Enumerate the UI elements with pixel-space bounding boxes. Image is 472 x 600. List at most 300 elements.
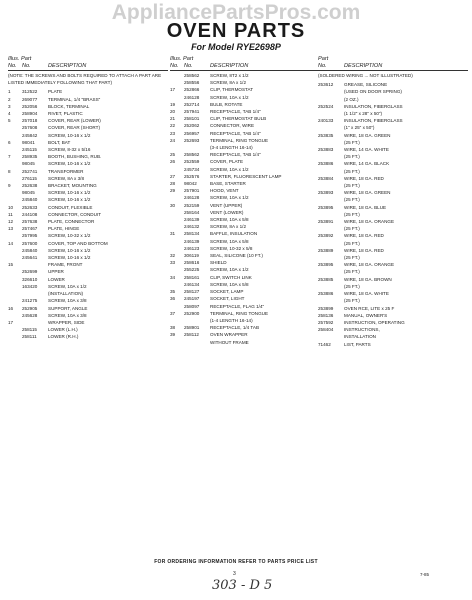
illus-number: [170, 281, 184, 288]
illus-number: 27: [170, 173, 176, 179]
part-description: SCREW, 10-16 x 1/2: [48, 190, 91, 196]
part-description: OVEN RCE, LITE x 25 F: [344, 305, 395, 311]
part-number: 257901: [184, 188, 200, 194]
table-row: [8, 204, 168, 211]
illus-number: [170, 223, 184, 230]
part-number: 257600: [22, 240, 38, 246]
part-description: WIRE, 18 GA. BLUE: [344, 204, 387, 210]
part-description: BLOCK, TERMINAL: [48, 103, 90, 109]
part-number: 258404: [318, 327, 334, 333]
part-number: 257018: [22, 118, 38, 124]
table-row: [318, 254, 468, 261]
part-description: CONNECTOR, CONDUIT: [48, 211, 101, 217]
table-row: [318, 103, 468, 110]
part-number: 245628: [22, 312, 38, 318]
part-number: 258904: [22, 111, 38, 117]
part-number: 253612: [318, 82, 334, 88]
illus-number: 28: [170, 181, 176, 187]
table-row: [170, 324, 318, 331]
part-description: SCREW, 10-32 x 1/2: [48, 233, 91, 239]
illus-number: 3: [8, 103, 11, 109]
part-number: 253883: [318, 147, 334, 153]
table-row: [170, 303, 318, 310]
illus-number: 2: [8, 96, 11, 102]
table-row: [170, 209, 318, 216]
part-number: 253885: [318, 276, 334, 282]
part-number: 312522: [22, 89, 38, 95]
part-description: HOOD, VENT: [210, 188, 239, 194]
part-description: SEAL, SILICONE (10 FT.): [210, 253, 263, 259]
part-description: PLATE, HINGE: [48, 226, 80, 232]
part-description: (2 OZ.): [344, 96, 359, 102]
illus-number: [170, 317, 184, 324]
table-row: [170, 295, 318, 302]
part-number: 245842: [22, 132, 38, 138]
part-description: (25 FT.): [344, 226, 360, 232]
table-row: [8, 96, 168, 103]
part-number: 246134: [184, 281, 200, 287]
table-row: [8, 268, 168, 275]
part-description: WIRE, 18 GA. WHITE: [344, 291, 389, 297]
part-description: (1-4 LENGTH 16-14): [210, 317, 253, 323]
part-number: [318, 196, 342, 203]
part-description: INSTRUCTION, OPERATING: [344, 319, 405, 325]
illus-number: 20: [170, 109, 176, 115]
table-row: [8, 196, 168, 203]
table-row: [8, 254, 168, 261]
table-row: [318, 196, 468, 203]
illus-number: [8, 232, 22, 239]
illus-number: [170, 238, 184, 245]
part-number: 258562: [184, 73, 200, 78]
part-description: SCREW, 8A x 1/2: [210, 80, 246, 86]
part-number: 245641: [22, 255, 38, 261]
table-row: [318, 211, 468, 218]
part-description: VENT (UPPER): [210, 202, 243, 208]
part-description: MANUAL, OWNER'S: [344, 312, 388, 318]
illus-number: 23: [170, 130, 176, 136]
part-description: (25 FT.): [344, 139, 360, 145]
part-number: [318, 182, 342, 189]
part-description: BOLT, BAT: [48, 139, 71, 145]
part-number: [318, 211, 342, 218]
part-description: RECEPTACLE, TAB 1/4": [210, 130, 261, 136]
table-row: [8, 240, 168, 247]
part-description: WIRE, 14 GA. WHITE: [344, 147, 389, 153]
part-description: (USED ON DOOR SPRING): [344, 89, 402, 95]
part-number: 245840: [22, 247, 38, 253]
part-description: PLATE: [48, 89, 63, 95]
part-description: CONNECTOR, WIRE: [210, 123, 255, 129]
table-row: [8, 283, 168, 290]
part-number: 252693: [184, 137, 200, 143]
table-row: [8, 232, 168, 239]
part-number: [318, 110, 342, 117]
table-row: [170, 274, 318, 281]
part-description: (25 FT.): [344, 255, 360, 261]
part-description: SHIELD: [210, 260, 227, 266]
part-description: FRAME, FRONT: [48, 262, 83, 268]
illus-number: [170, 266, 184, 273]
parts-list-1: [8, 88, 168, 340]
table-row: [318, 81, 468, 88]
table-row: [318, 326, 468, 333]
table-row: [318, 225, 468, 232]
part-description: SOCKET, LAMP: [210, 289, 244, 295]
illus-number: 29: [170, 188, 176, 194]
part-description: PLATE, CONNECTOR: [48, 219, 95, 225]
illus-number: 21: [170, 116, 176, 122]
illus-part-header: Illus. Part: [170, 56, 194, 62]
part-description: SCREW, 10A x 5/8: [210, 281, 249, 287]
illus-number: [8, 290, 22, 297]
part-number: 256957: [184, 130, 200, 136]
part-number: 258616: [184, 260, 200, 266]
part-number: 252524: [318, 103, 334, 109]
table-row: [170, 238, 318, 245]
table-row: [318, 182, 468, 189]
part-description: LIST, PARTS: [344, 341, 371, 347]
part-description: SCREW, 10A x 5/8: [210, 238, 249, 244]
part-number: 306119: [184, 253, 199, 259]
illus-number: 15: [8, 262, 14, 268]
part-number: [318, 96, 342, 103]
illus-number: [8, 326, 22, 333]
watermark: AppliancePartsPros.com: [111, 1, 361, 24]
table-row: [170, 216, 318, 223]
part-description: (3-4 LENGTH 16-14): [210, 145, 253, 151]
illus-number: [170, 194, 184, 201]
part-description: INSULATION, FIBERGLASS: [344, 118, 403, 124]
illus-number: [170, 79, 184, 86]
illus-number: 31: [170, 231, 176, 237]
illus-number: 4: [8, 111, 11, 117]
illus-number: 14: [8, 240, 14, 246]
illus-number: 32: [170, 253, 176, 259]
part-description: RECEPTACLE, FLAG 1/4": [210, 303, 265, 309]
part-number: [318, 268, 342, 275]
part-description: (25 FT.): [344, 154, 360, 160]
table-row: [170, 79, 318, 86]
part-description: BASE, STARTER: [210, 181, 246, 187]
table-row: [8, 218, 168, 225]
parts-list-3: [318, 81, 468, 348]
table-row: [170, 158, 318, 165]
illus-number: [8, 196, 22, 203]
table-row: [8, 276, 168, 283]
part-description: SUPPORT, ANGLE: [48, 305, 88, 311]
table-row: [170, 173, 318, 180]
part-number: 253895: [318, 262, 334, 268]
illus-number: 8: [8, 168, 11, 174]
illus-number: 26: [170, 159, 176, 165]
table-row: [318, 204, 468, 211]
illus-number: 25: [170, 152, 176, 158]
table-row: [170, 166, 318, 173]
part-description: (25 FT.): [344, 240, 360, 246]
table-row: [8, 146, 168, 153]
part-description: SCREW, 10A x 1/2: [210, 195, 249, 201]
part-description: CLIP, SWITCH LINK: [210, 274, 252, 280]
illus-number: [8, 312, 22, 319]
illus-number: [170, 209, 184, 216]
table-row: [318, 232, 468, 239]
part-description: SCREW, 10-32 x 5/8: [210, 245, 253, 251]
part-number: [318, 168, 342, 175]
table-row: [170, 151, 318, 158]
illus-number: 16: [8, 305, 14, 311]
part-number: 253892: [318, 233, 334, 239]
illus-number: [170, 166, 184, 173]
part-number: 252056: [22, 103, 38, 109]
table-row: [318, 153, 468, 160]
part-description: BOOTH, BUSHING, RUB.: [48, 154, 102, 160]
part-number: 258136: [318, 312, 334, 318]
illus-number: 22: [170, 123, 176, 129]
part-number: 252741: [22, 168, 38, 174]
part-number: 246132: [184, 224, 200, 230]
table-row: [318, 88, 468, 95]
part-number: 257467: [22, 226, 38, 232]
part-number: 253886: [318, 161, 334, 167]
illus-number: 24: [170, 137, 176, 143]
column-header: No. No. DESCRIPTION: [8, 63, 168, 71]
table-row: [170, 94, 318, 101]
illus-number: [170, 339, 184, 346]
illus-number: 33: [170, 260, 176, 266]
part-description: COVER, REAR (LOWER): [48, 118, 101, 124]
illus-number: 34: [170, 274, 176, 280]
illus-number: [8, 175, 22, 182]
part-description: WIRE, 18 GA. BROWN: [344, 276, 392, 282]
part-description: RECEPTACLE, TAB 1/4": [210, 109, 261, 115]
table-row: [8, 103, 168, 110]
illus-number: 17: [8, 319, 14, 325]
part-description: SCREW, 10A x 5/8: [210, 217, 249, 223]
part-number: [184, 317, 208, 324]
part-description: SCREW, 10A x 1/2: [48, 283, 87, 289]
part-description: WIRE, 18 GA. ORANGE: [344, 219, 395, 225]
part-number: 240133: [318, 118, 334, 124]
table-row: [318, 124, 468, 131]
part-number: 252576: [184, 173, 200, 179]
part-number: [318, 297, 342, 304]
part-number: 276115: [22, 175, 37, 181]
illus-number: 11: [8, 211, 13, 217]
table-row: [8, 110, 168, 117]
part-number: 245840: [22, 197, 38, 203]
part-number: 252633: [22, 204, 38, 210]
part-description: BULB, ROTATE: [210, 101, 243, 107]
table-row: [318, 160, 468, 167]
part-description: UPPER: [48, 269, 64, 275]
part-number: 245197: [184, 296, 200, 302]
table-row: [170, 137, 318, 144]
part-description: INSULATION, FIBERGLASS: [344, 103, 403, 109]
part-number: 269077: [22, 96, 38, 102]
illus-number: 30: [170, 202, 176, 208]
illus-number: 9: [8, 183, 11, 189]
parts-column-3: [318, 56, 468, 348]
part-number: [22, 290, 46, 297]
part-description: LOWER (R.H.): [48, 334, 79, 340]
table-row: [8, 175, 168, 182]
table-row: [318, 96, 468, 103]
illus-number: [170, 94, 184, 101]
part-description: RECEPTACLE, 1/4 TAB: [210, 325, 260, 331]
part-description: BRACKET, MOUNTING: [48, 183, 97, 189]
table-row: [170, 317, 318, 324]
table-row: [8, 117, 168, 124]
table-row: [318, 189, 468, 196]
illus-number: [8, 146, 22, 153]
table-row: [318, 146, 468, 153]
part-description: SCREW, 10-16 x 1/2: [48, 247, 91, 253]
table-row: [318, 240, 468, 247]
part-number: 253895: [318, 204, 334, 210]
part-header: Part: [318, 56, 329, 62]
part-number: [318, 240, 342, 247]
illus-part-header: Illus. Part: [8, 56, 32, 62]
parts-list-2: [170, 72, 318, 346]
part-number: 252559: [184, 159, 200, 165]
part-number: 257995: [22, 233, 38, 239]
part-number: 258111: [22, 334, 37, 340]
part-description: WIRE, 18 GA. RED: [344, 247, 384, 253]
part-number: 252159: [184, 202, 200, 208]
table-row: [318, 305, 468, 312]
part-description: WIRE, 14 GA. BLACK: [344, 161, 390, 167]
table-row: [8, 261, 168, 268]
part-number: [318, 225, 342, 232]
part-number: 246139: [184, 217, 200, 223]
table-row: [170, 194, 318, 201]
part-number: 258134: [184, 231, 200, 237]
part-description: VENT (LOWER): [210, 209, 244, 215]
table-row: [170, 122, 318, 129]
page-code: 7-85: [420, 572, 430, 577]
part-number: 253899: [318, 305, 334, 311]
part-description: (25 FT.): [344, 168, 360, 174]
part-number: 253891: [318, 219, 334, 225]
part-description: WRAPPER, SIDE: [48, 319, 85, 325]
illus-number: [8, 132, 22, 139]
part-number: [184, 339, 208, 346]
part-description: (INSTALLATION): [48, 291, 84, 297]
illus-number: [170, 144, 184, 151]
part-description: SCREW, 10-16 x 1/2: [48, 161, 91, 167]
part-number: [318, 254, 342, 261]
part-description: SCREW, 10-16 x 1/2: [48, 255, 91, 261]
table-row: [8, 297, 168, 304]
part-description: WITHOUT FRAME: [210, 339, 249, 345]
part-description: COVER, PLATE: [210, 159, 244, 165]
table-row: [8, 182, 168, 189]
table-row: [318, 268, 468, 275]
part-description: WIRE, 18 GA. ORANGE: [344, 262, 395, 268]
part-number: 258127: [184, 289, 200, 295]
wiring-note: (SOLDERED WIRING ... NOT ILLUSTRATED): [318, 73, 413, 78]
screws-note: (NOTE: THE SCREWS AND BOLTS REQUIRED TO ATTACH A PART ARE LISTED IMMEDIATELY FOLLOWING THAT PART): [8, 73, 162, 86]
illus-number: 1: [8, 89, 11, 95]
part-number: [318, 333, 342, 340]
table-row: [170, 310, 318, 317]
table-row: [318, 276, 468, 283]
part-number: 241275: [22, 298, 38, 304]
part-description: SCREW, 8T2 x 1/2: [210, 73, 249, 78]
table-row: [318, 168, 468, 175]
part-number: 252062: [184, 123, 200, 129]
part-description: SOCKET, LIGHT: [210, 296, 245, 302]
illus-number: [8, 297, 22, 304]
model-subtitle: For Model RYE2698P: [191, 42, 281, 52]
part-number: 98042: [184, 181, 197, 187]
part-number: 244108: [22, 211, 38, 217]
part-number: 252714: [184, 101, 200, 107]
part-description: SCREW, 10A x 3/8: [48, 298, 87, 304]
page-title: OVEN PARTS: [166, 20, 306, 42]
table-row: [318, 261, 468, 268]
table-row: [8, 319, 168, 326]
illus-number: 7: [8, 154, 11, 160]
table-row: [318, 290, 468, 297]
illus-number: 10: [8, 204, 14, 210]
table-row: [318, 175, 468, 182]
part-number: 257638: [22, 219, 38, 225]
part-description: SCREW, 10-16 x 1/2: [48, 132, 91, 138]
part-description: (1 1/2" x 28" x 50"): [344, 111, 383, 117]
part-description: TRANSFORMER: [48, 168, 84, 174]
table-row: [170, 115, 318, 122]
part-number: 258115: [22, 327, 37, 333]
table-row: [170, 266, 318, 273]
table-row: [170, 339, 318, 346]
part-number: 326610: [22, 276, 38, 282]
part-description: (25 FT.): [344, 183, 360, 189]
part-description: (25 FT.): [344, 298, 360, 304]
part-description: SCREW, 10A x 1/2: [210, 166, 249, 172]
handwritten-code: 303 - D 5: [212, 578, 273, 593]
table-row: [318, 139, 468, 146]
part-description: CLIP, THERMOSTAT BULB: [210, 116, 267, 122]
part-description: TERMINAL, 1/4 "BRASS": [48, 96, 101, 102]
part-number: 98045: [22, 161, 35, 167]
illus-number: [170, 303, 184, 310]
part-number: 71462: [318, 341, 331, 347]
part-description: SCREW, 10A x 1/2: [210, 267, 249, 273]
part-description: COVER, TOP AND BOTTOM: [48, 240, 108, 246]
table-row: [170, 202, 318, 209]
illus-number: 35: [170, 289, 176, 295]
illus-number: [8, 189, 22, 196]
table-row: [170, 72, 318, 79]
part-number: [318, 124, 342, 131]
part-description: SCREW, 8A x 3/8: [48, 175, 84, 181]
table-row: [170, 144, 318, 151]
page-number: 3: [233, 571, 236, 577]
part-description: (25 FT.): [344, 211, 360, 217]
part-number: 252900: [184, 310, 200, 316]
part-description: SCREW, 8A x 1/2: [210, 224, 246, 230]
illus-number: [170, 216, 184, 223]
part-description: CONDUIT, FLEXIBLE: [48, 204, 93, 210]
table-row: [318, 333, 468, 340]
table-row: [170, 187, 318, 194]
table-row: [8, 312, 168, 319]
part-number: 257941: [184, 109, 200, 115]
part-description: (1" x 25" x 50"): [344, 125, 375, 131]
part-number: 258101: [184, 116, 200, 122]
